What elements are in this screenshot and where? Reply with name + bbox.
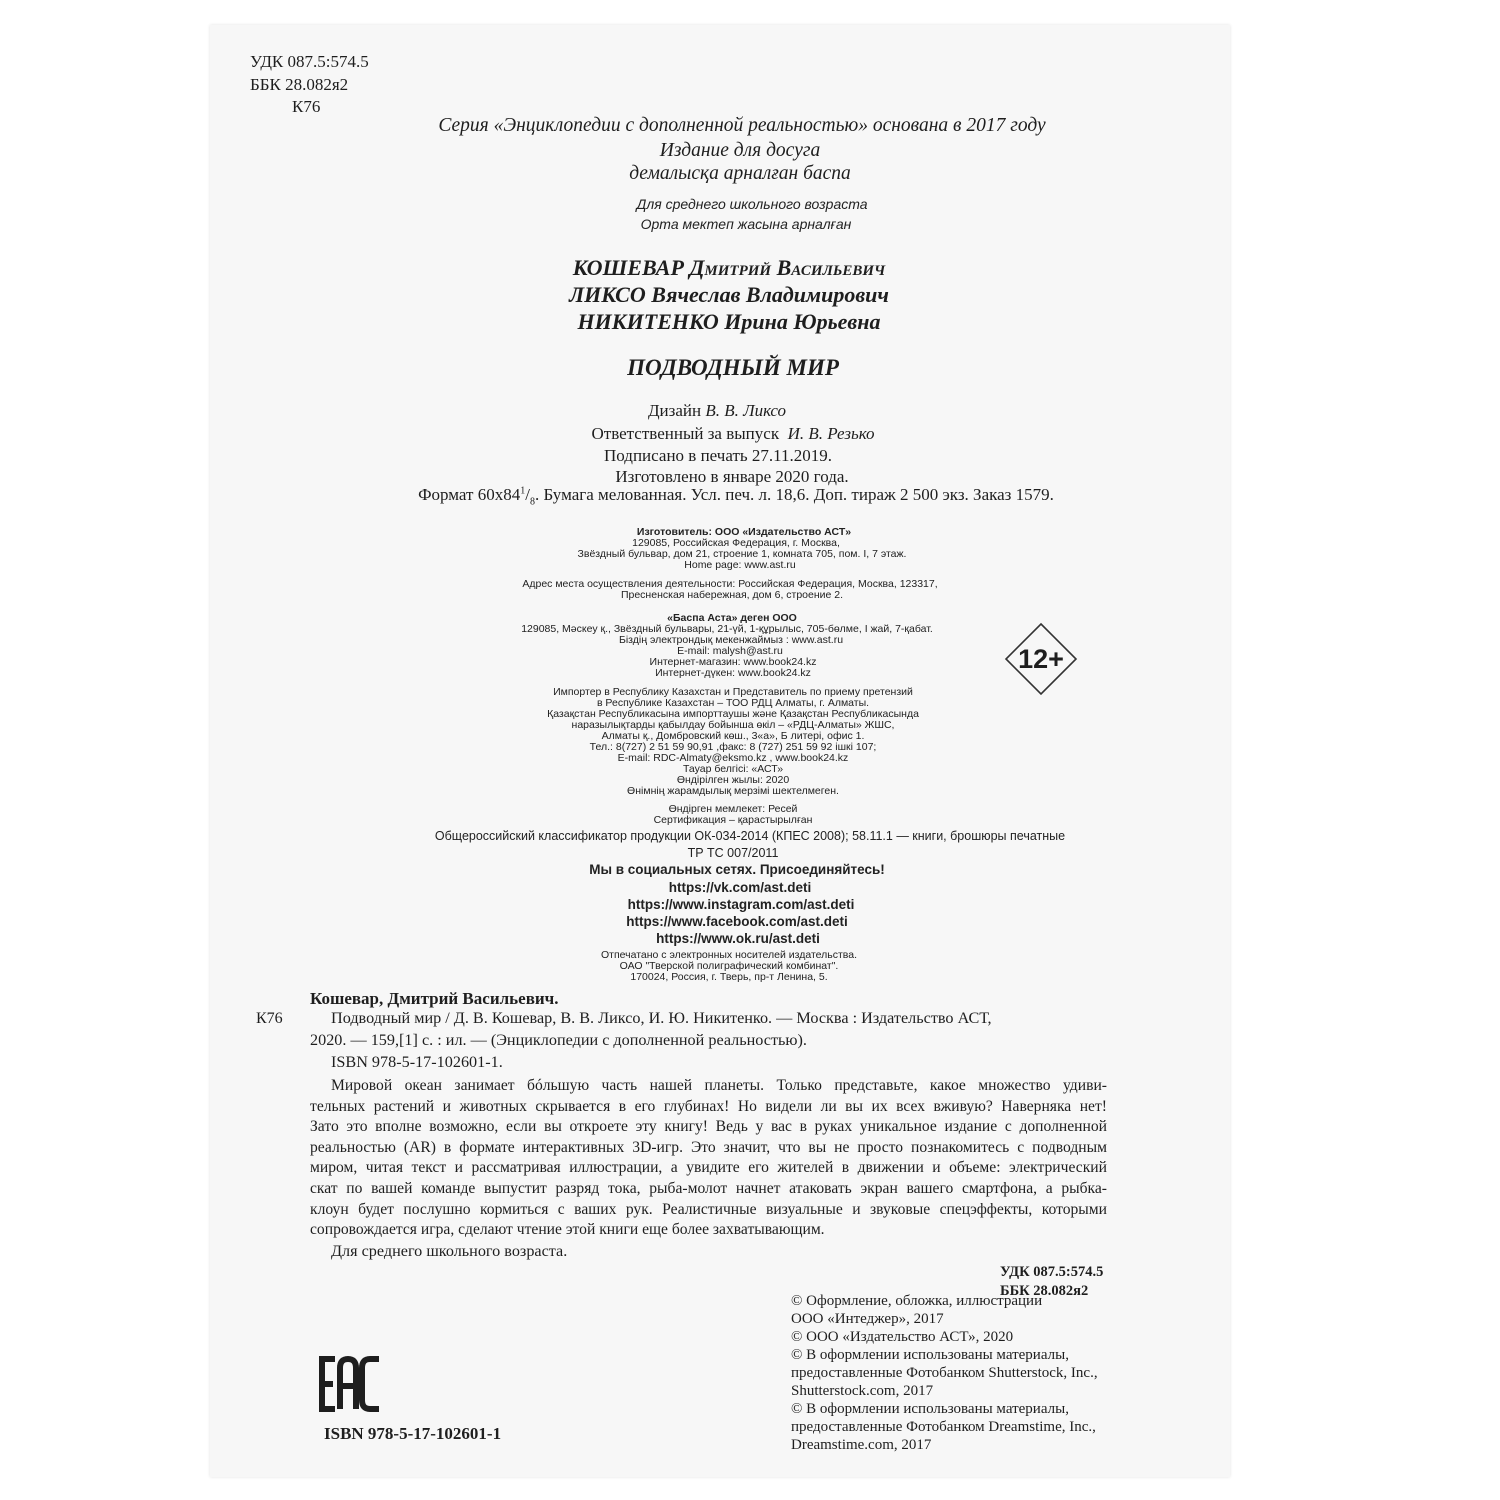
importer-line-9: Өндірілген жылы: 2020 bbox=[676, 774, 790, 786]
importer-line-6: Тел.: 8(727) 2 51 59 90,91 ,факс: 8 (727) 251 59 92 ішкі 107; bbox=[589, 741, 877, 753]
bib-author-heading: Кошевар, Дмитрий Васильевич. bbox=[310, 989, 559, 1008]
bib-udk: УДК 087.5:574.5 bbox=[1000, 1264, 1104, 1280]
annotation-line-4: реальностью (AR) в формате интерактивных 3D-игр. Это значит, что вы не просто познакомитесь с подводным bbox=[310, 1138, 1107, 1156]
maker-title: Изготовитель: ООО «Издательство АСТ» bbox=[636, 526, 852, 538]
importer-line-1: Импортер в Республику Казахстан и Представитель по приему претензий bbox=[553, 686, 913, 698]
age-rating-text: 12+ bbox=[1018, 644, 1064, 674]
eac-letter-a bbox=[340, 1359, 356, 1409]
social-title: Мы в социальных сетях. Присоединяйтесь! bbox=[589, 862, 885, 877]
edition-kz: демалысқа арналған баспа bbox=[629, 163, 851, 184]
importer-line-8: Тауар белгісі: «АСТ» bbox=[682, 763, 784, 775]
age-ru: Для среднего школьного возраста bbox=[636, 196, 868, 212]
importer-line-7: E-mail: RDC-Almaty@eksmo.kz , www.book24.kz bbox=[617, 752, 849, 764]
kz-line-4: Интернет-магазин: www.book24.kz bbox=[649, 656, 817, 668]
importer-line-5: Алматы қ., Домбровский көш., 3«а», Б литері, офис 1. bbox=[601, 730, 865, 742]
origin-line-2: Сертификация – қарастырылған bbox=[653, 814, 813, 826]
annotation-line-3: Зато это вполне возможно, если вы откроете эту книгу! Ведь у вас в руках уникальное издание с дополненной bbox=[310, 1118, 1107, 1136]
importer-line-3: Қазақстан Республикасына импорттаушы және Қазақстан Республикасында bbox=[547, 708, 919, 720]
format-line: Формат $60x84^1/_8$. Бумага мелованная. Усл. печ. л. 18,6. Доп. тираж 2 500 экз. Заказ 1579. bbox=[418, 485, 1054, 508]
maker-line-3: Home page: www.ast.ru bbox=[684, 559, 796, 571]
printer-line-3: 170024, Россия, г. Тверь, пр-т Ленина, 5. bbox=[630, 971, 828, 983]
age-kz: Орта мектеп жасына арналған bbox=[640, 216, 852, 232]
author-3: НИКИТЕНКО Ирина Юрьевна bbox=[577, 309, 881, 334]
copyright-3-line-3: Shutterstock.com, 2017 bbox=[791, 1383, 934, 1399]
kz-line-3: E-mail: malysh@ast.ru bbox=[677, 645, 783, 657]
author-1: КОШЕВАР Дмитрий Васильевич bbox=[572, 255, 886, 280]
social-link-facebook[interactable]: https://www.facebook.com/ast.deti bbox=[626, 914, 848, 929]
okp-line: Общероссийский классификатор продукции ОК-034-2014 (КПЕС 2008); 58.11.1 — книги, брошюры печатные bbox=[434, 829, 1066, 843]
copyright-1-line-2: ООО «Интеджер», 2017 bbox=[791, 1311, 944, 1327]
kz-line-5: Интернет-дүкен: www.book24.kz bbox=[655, 667, 811, 679]
annotation-line-6: скат по вашей команде выпустит разряд тока, рыба-молот начнет атаковать экран вашего смартфона, а рыбка- bbox=[310, 1179, 1107, 1197]
eac-letter-e bbox=[322, 1359, 335, 1409]
bib-mark: К76 bbox=[256, 1010, 283, 1027]
bib-isbn: ISBN 978-5-17-102601-1. bbox=[331, 1053, 503, 1071]
social-link-ok[interactable]: https://www.ok.ru/ast.deti bbox=[656, 931, 820, 946]
annotation-line-7: клоун будет послушно кормиться с ваших рук. Реалистичные визуальные и звуковые спецэффекты, которыми bbox=[310, 1200, 1107, 1218]
footer-isbn: ISBN 978-5-17-102601-1 bbox=[324, 1424, 502, 1443]
design-credit: Дизайн В. В. Ликсо bbox=[647, 401, 787, 420]
importer-line-2: в Республике Казахстан – ТОО РДЦ Алматы, г. Алматы. bbox=[596, 697, 870, 709]
activity-line-1: Адрес места осуществления деятельности: Российская Федерация, Москва, 123317, bbox=[522, 578, 938, 590]
bib-bbk: ББК 28.082я2 bbox=[1000, 1283, 1089, 1299]
copyright-4-line-2: предоставленные Фотобанком Dreamstime, Inc., bbox=[791, 1419, 1096, 1435]
copyright-4-line-3: Dreamstime.com, 2017 bbox=[791, 1437, 932, 1453]
origin-line-1: Өндірген мемлекет: Ресей bbox=[668, 803, 798, 815]
maker-line-2: Звёздный бульвар, дом 21, строение 1, комната 705, пом. I, 7 этаж. bbox=[577, 548, 907, 560]
kz-line-1: 129085, Мәскеу қ., Звёздный бульвары, 21-үй, 1-құрылыс, 705-бөлме, I жай, 7-қабат. bbox=[521, 623, 933, 635]
eac-letter-c bbox=[362, 1359, 379, 1409]
signed-date: Подписано в печать 27.11.2019. bbox=[604, 446, 832, 465]
annotation bbox=[310, 1076, 1107, 1241]
annotation-line-1: Мировой океан занимает бóльшую часть нашей планеты. Только представьте, какое множество удиви- bbox=[331, 1077, 1107, 1094]
printer-line-1: Отпечатано с электронных носителей издательства. bbox=[600, 949, 858, 961]
copyright-3-line-2: предоставленные Фотобанком Shutterstock, Inc., bbox=[791, 1365, 1098, 1381]
bib-line-2: 2020. — 159,[1] с. : ил. — (Энциклопедии с дополненной реальностью). bbox=[310, 1031, 807, 1049]
book-title: ПОДВОДНЫЙ МИР bbox=[627, 355, 839, 380]
annotation-line-8: сопровождается игра, сделают чтение этой книги еще более захватывающим. bbox=[310, 1221, 825, 1239]
activity-line-2: Пресненская набережная, дом 6, строение 2. bbox=[620, 589, 844, 601]
udk-top: УДК 087.5:574.5 bbox=[250, 52, 369, 71]
copyright-3-line-1: © В оформлении использованы материалы, bbox=[791, 1347, 1069, 1363]
annotation-line-5: миром, читая текст и рассматривая иллюстрации, а увидите его жителей в движении и объеме: электрический bbox=[310, 1159, 1107, 1177]
printer-line-2: ОАО "Тверской полиграфический комбинат". bbox=[619, 960, 839, 972]
annotation-line-2: тельных растений и животных скрывается в его глубинах! Но видели ли вы их всех вживую? Наверняка нет! bbox=[310, 1097, 1107, 1115]
copyright-1-line-1: © Оформление, обложка, иллюстрации bbox=[791, 1293, 1043, 1309]
copyright-2: © ООО «Издательство АСТ», 2020 bbox=[791, 1329, 1014, 1345]
maker-line-1: 129085, Российская Федерация, г. Москва, bbox=[632, 537, 840, 549]
importer-line-10: Өнімнің жарамдылық мерзімі шектелмеген. bbox=[627, 785, 839, 797]
author-mark-top: К76 bbox=[292, 97, 321, 116]
social-link-instagram[interactable]: https://www.instagram.com/ast.deti bbox=[627, 897, 855, 912]
made-date: Изготовлено в январе 2020 года. bbox=[615, 467, 849, 486]
kz-title: «Баспа Аста» деген ООО bbox=[667, 612, 797, 624]
kz-line-2: Біздің электрондық мекенжаймыз : www.ast.ru bbox=[618, 634, 844, 646]
edition-ru: Издание для досуга bbox=[659, 140, 821, 161]
bib-line-1: Подводный мир / Д. В. Кошевар, В. В. Ликсо, И. Ю. Никитенко. — Москва : Издательство АСТ, bbox=[331, 1009, 992, 1027]
eac-mark bbox=[318, 1356, 382, 1412]
bbk-top: ББК 28.082я2 bbox=[250, 75, 349, 94]
responsible-credit: Ответственный за выпуск И. В. Резько bbox=[591, 424, 875, 443]
series-line: Серия «Энциклопедии с дополненной реальностью» основана в 2017 году bbox=[438, 115, 1046, 136]
age-rating-badge bbox=[1004, 622, 1078, 696]
bib-audience: Для среднего школьного возраста. bbox=[331, 1242, 568, 1260]
author-2: ЛИКСО Вячеслав Владимирович bbox=[569, 282, 889, 307]
social-link-vk[interactable]: https://vk.com/ast.deti bbox=[668, 880, 812, 895]
tr-line: ТР ТС 007/2011 bbox=[687, 846, 779, 860]
copyright-4-line-1: © В оформлении использованы материалы, bbox=[791, 1401, 1069, 1417]
importer-line-4: наразылықтарды қабылдау бойынша өкіл – «РДЦ-Алматы» ЖШС, bbox=[571, 719, 895, 731]
